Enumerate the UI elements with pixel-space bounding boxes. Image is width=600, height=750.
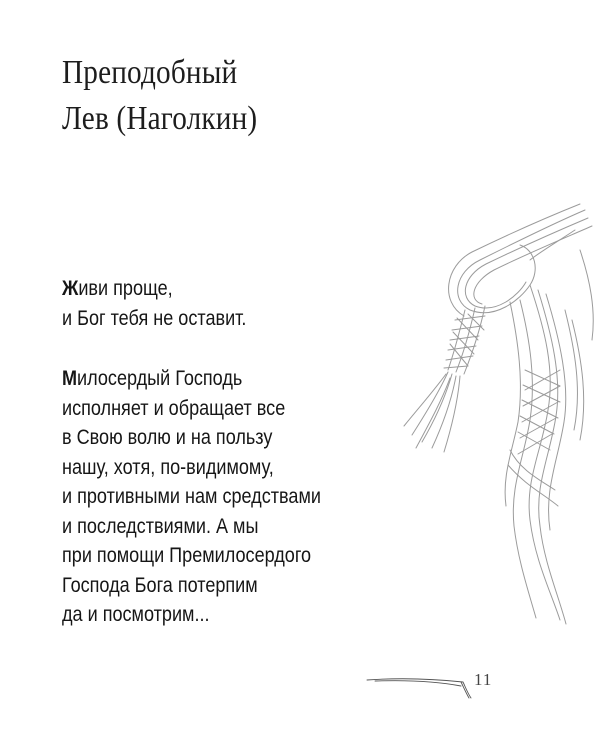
quote-paragraph-1 — [62, 274, 246, 333]
quote2-line-6: и последствиями. А мы — [62, 514, 259, 538]
quote2-line-3: в Свою волю и на пользу — [62, 426, 273, 449]
quote1-line-1 — [62, 274, 246, 304]
title-line-1: Преподобный — [62, 54, 238, 91]
quote2-line-4: нашу, хотя, по-видимому, — [62, 455, 274, 479]
title-line-2: Лев (Наголкин) — [62, 100, 258, 137]
page-title — [62, 50, 257, 142]
quote2-line-7: при помощи Премилосердого — [62, 544, 312, 567]
prayer-rope-sketch-icon — [360, 190, 600, 630]
quote2-initial: М — [62, 367, 78, 390]
page-number: 11 — [474, 670, 493, 689]
quote2-line-9: да и посмотрим... — [62, 603, 210, 626]
quote-paragraph-2 — [62, 364, 321, 630]
quote2-line-5: и противными нам средствами — [62, 485, 321, 508]
quote2-line-1-text: илосердый Господь — [77, 367, 243, 390]
quote1-initial: Ж — [62, 277, 79, 300]
quote2-line-1 — [62, 364, 321, 394]
quote2-line-8: Господа Бога потерпим — [62, 573, 258, 597]
quote1-line-2: и Бог тебя не оставит. — [62, 306, 247, 330]
quote2-line-2: исполняет и обращает все — [62, 396, 286, 420]
page-flourish-icon — [365, 660, 475, 700]
quote1-line-1-text: иви проще, — [78, 277, 173, 300]
